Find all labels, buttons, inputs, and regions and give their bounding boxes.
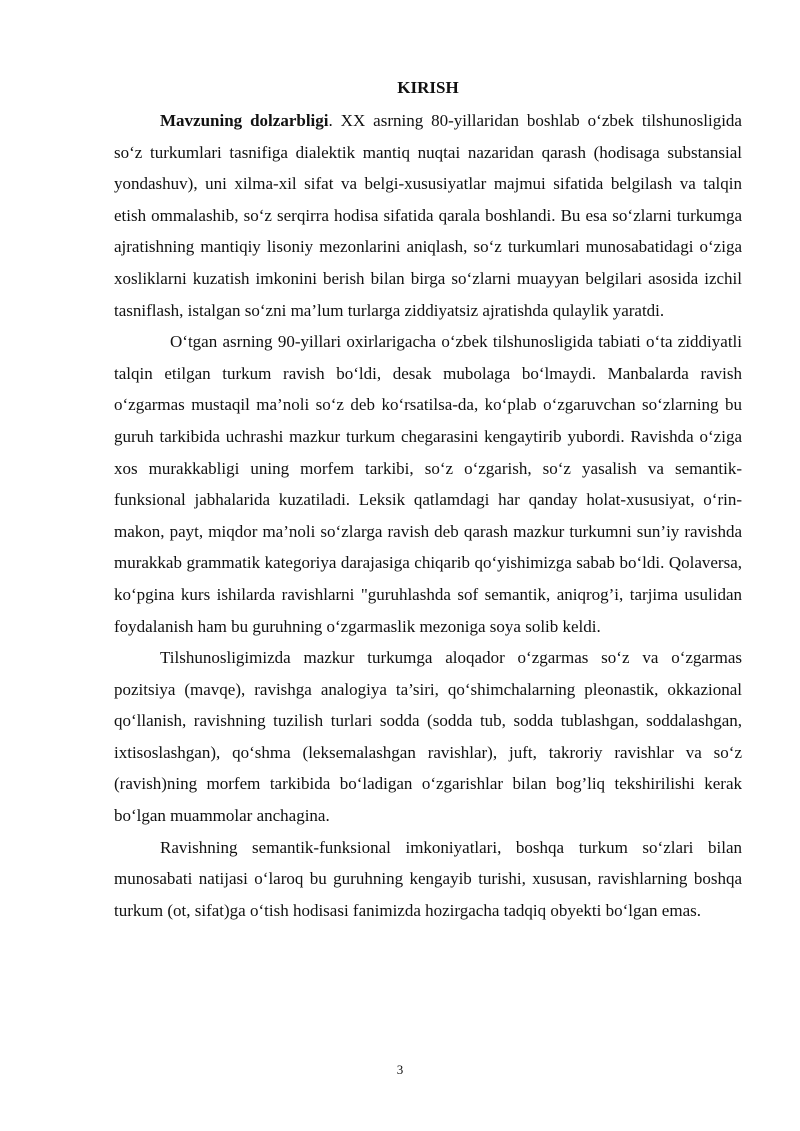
paragraph-lead: Mavzuning dolzarbligi — [160, 111, 329, 130]
page-body — [114, 71, 742, 926]
paragraph-text: O‘tgan asrning 90-yillari oxirlarigacha o‘zbek tilshunosligida tabiati o‘ta ziddiyatli talqin etilgan turkum ravish bo‘ldi, desak mubolaga bo‘lmaydi. Manbalarda ravish o‘zgarmas mustaqil ma’noli so‘z deb ko‘rsatilsa-da, ko‘plab o‘zgaruvchan so‘zlarning bu guruh tarkibida uchrashi mazkur turkum chegarasini kengaytirib yubordi. Ravishda o‘ziga xos murakkabligi uning morfem tarkibi, so‘z o‘zgarish, so‘z yasalish va semantik-funksional jabhalarida kuzatiladi. Leksik qatlamdagi har qanday holat-xususiyat, o‘rin-makon, payt, miqdor ma’noli so‘zlarga ravish deb qarash mazkur turkumni sun’iy ravishda murakkab grammatik kategoriya darajasiga chiqarib qo‘yishimizga sabab bo‘ldi. Qolaversa, ko‘pgina kurs ishilarda ravishlarni "guruhlashda sof semantik, aniqrog’i, tarjima usulidan foydalanish ham bu guruhning o‘zgarmaslik mezoniga soya solib keldi. — [114, 332, 742, 636]
paragraph-adverb-history — [114, 326, 742, 642]
paragraph-relevance — [114, 105, 742, 326]
paragraph-text: Ravishning semantik-funksional imkoniyatlari, boshqa turkum so‘zlari bilan munosabati natijasi o‘laroq bu guruhning kengayib turishi, xususan, ravishlarning boshqa turkum (ot, sifat)ga o‘tish hodisasi fanimizda hozirgacha tadqiq obyekti bo‘lgan emas. — [114, 837, 742, 920]
paragraph-text: . XX asrning 80-yillaridan boshlab o‘zbek tilshunosligida so‘z turkumlari tasnifiga dialektik mantiq nuqtai nazaridan qarash (hodisaga substansial yondashuv), uni xilma-xil sifat va belgi-xususiyatlar majmui sifatida belgilash va talqin etish ommalashib, so‘z serqirra hodisa sifatida qarala boshlandi. Bu esa so‘zlarni turkumga ajratishning mantiqiy lisoniy mezonlarini aniqlash, so‘z turkumlari munosabatidagi o‘ziga xosliklarni kuzatish imkonini berish bilan birga so‘zlarni muayyan belgilari asosida izchil tasniflash, istalgan so‘zni ma’lum turlarga ziddiyatsiz ajratishda qulaylik yaratdi. — [114, 111, 742, 320]
page-number: 3 — [396, 1062, 404, 1077]
paragraph-semantic-functional — [114, 832, 742, 927]
paragraph-text: Tilshunosligimizda mazkur turkumga aloqador o‘zgarmas so‘z va o‘zgarmas pozitsiya (mavqe), ravishga analogiya ta’siri, qo‘shimchalarning pleonastik, okkazional qo‘llanish, ravishning tuzilish turlari sodda (sodda tub, sodda tublashgan, soddalashgan, ixtisoslashgan), qo‘shma (leksemalashgan ravishlar), juft, takroriy ravishlar va so‘z (ravish)ning morfem tarkibida bo‘ladigan o‘zgarishlar bilan bog’liq tekshirilishi kerak bo‘lgan muammolar anchagina. — [114, 648, 742, 826]
paragraph-problems — [114, 642, 742, 832]
section-heading: KIRISH — [397, 78, 459, 97]
